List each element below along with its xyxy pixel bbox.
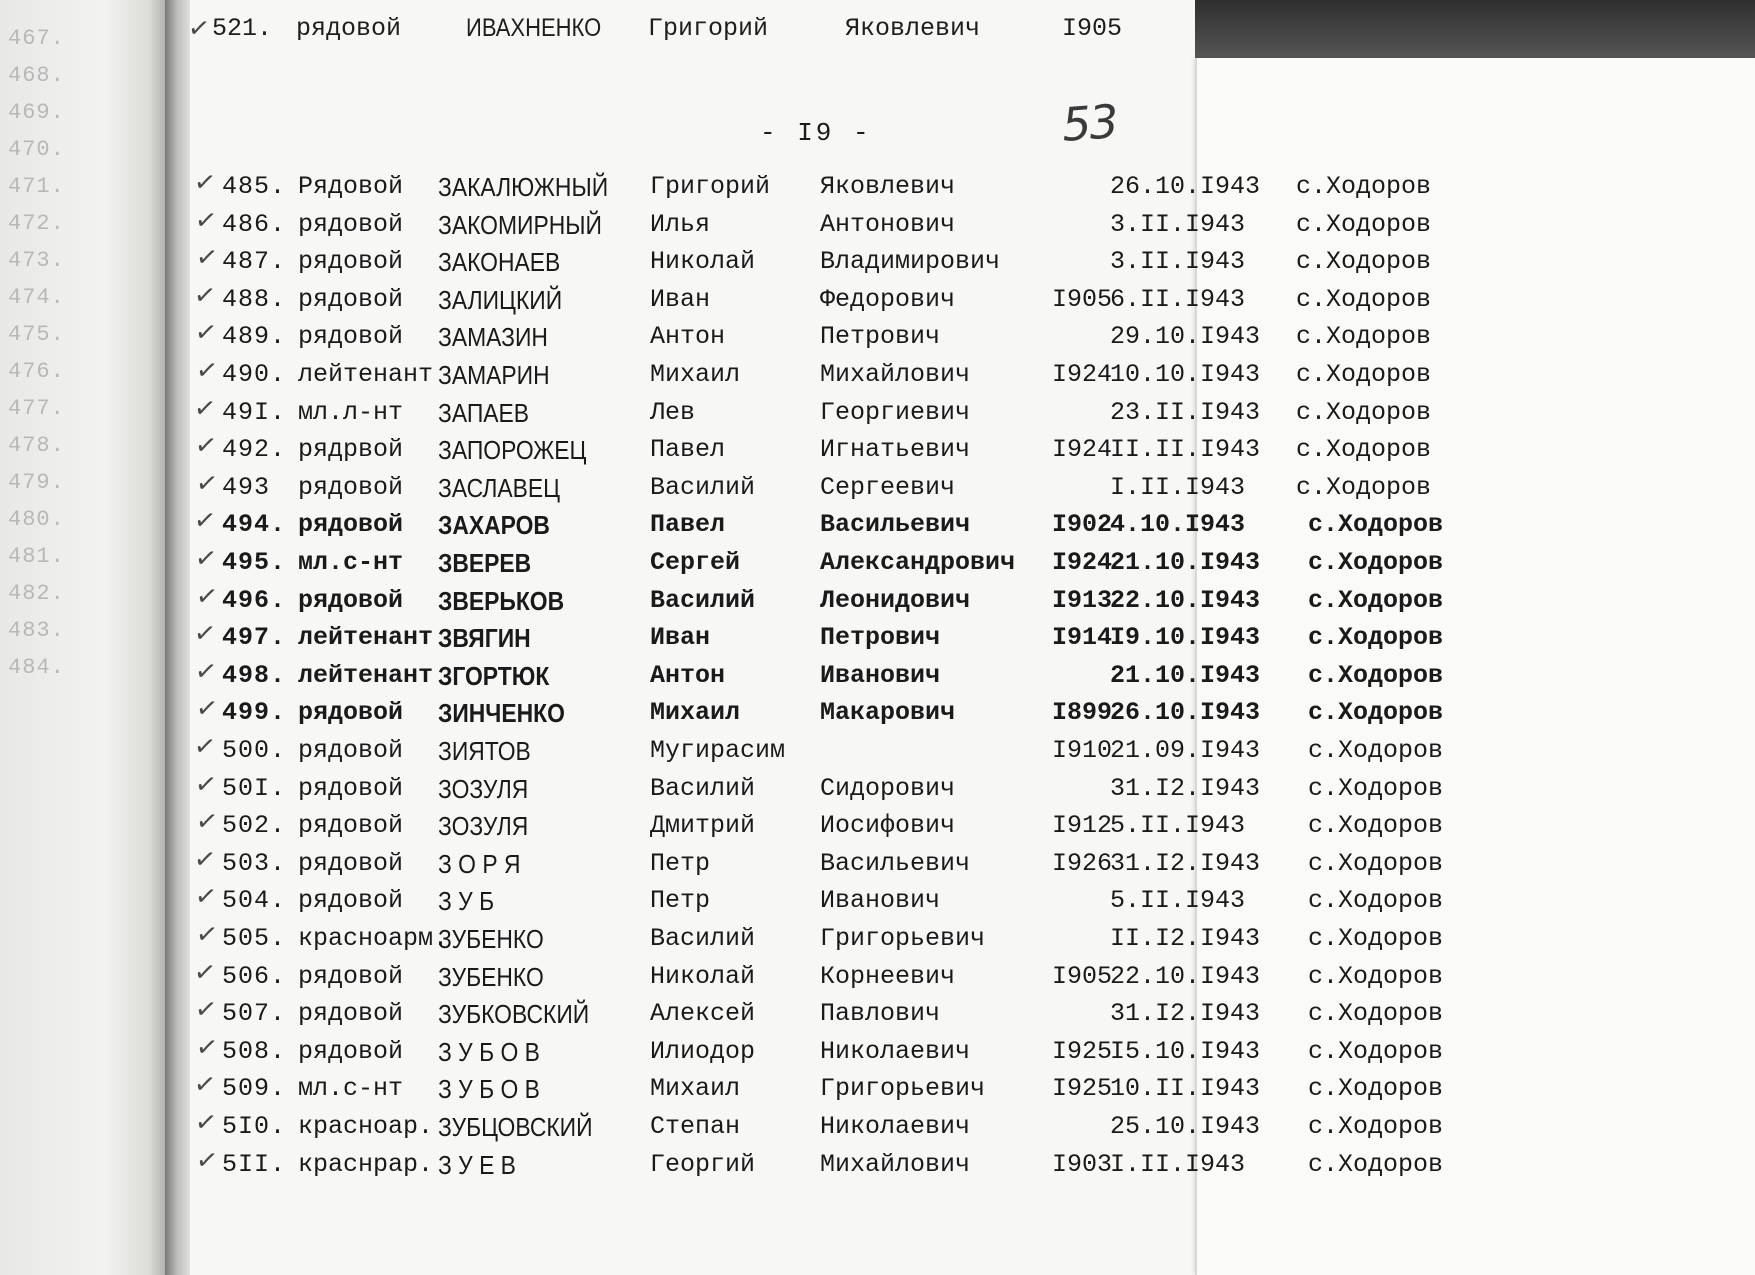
row-number: 509. <box>222 1074 287 1104</box>
handwritten-number: 53 <box>1060 94 1119 152</box>
table-row <box>0 317 1755 356</box>
place: с.Ходоров <box>1308 510 1444 540</box>
first-name: Иван <box>650 284 711 314</box>
surname: ЗАПОРОЖЕЦ <box>438 435 587 466</box>
check-mark-icon: ✓ <box>193 881 219 914</box>
row-number: 494. <box>222 510 287 540</box>
surname: ЗАКОМИРНЫЙ <box>438 209 602 240</box>
patronymic: Петрович <box>820 322 941 352</box>
place: с.Ходоров <box>1308 773 1444 803</box>
patronymic: Макарович <box>820 698 956 728</box>
check-mark-icon: ✓ <box>193 655 219 689</box>
date: 22.10.I943 <box>1110 961 1261 991</box>
birth-year: I913 <box>1052 585 1113 615</box>
rank: рядрвой <box>298 435 404 465</box>
first-name: Михаил <box>650 360 741 389</box>
table-row <box>0 204 1755 244</box>
rank: лейтенант <box>298 623 434 653</box>
table-row <box>0 730 1755 770</box>
table-row <box>0 166 1755 206</box>
date: 3.II.I943 <box>1110 209 1246 239</box>
place: с.Ходоров <box>1296 397 1432 427</box>
patronymic: Сергеевич <box>820 472 956 502</box>
surname: З О Р Я <box>438 848 521 879</box>
table-row <box>0 1069 1755 1108</box>
first-name: Василий <box>650 472 756 502</box>
date: 31.I2.I943 <box>1110 999 1261 1029</box>
check-mark-icon: ✓ <box>194 1031 220 1065</box>
birth-year: I903 <box>1052 1149 1113 1179</box>
top-row-surname: ИВАХНЕНКО <box>466 14 602 42</box>
first-name: Дмитрий <box>650 811 756 841</box>
place: с.Ходоров <box>1308 660 1444 690</box>
check-mark-icon: ✓ <box>193 1106 219 1140</box>
rank: рядовой <box>298 961 404 991</box>
left-page-number: 475. <box>8 322 65 347</box>
rank: рядовой <box>298 510 404 540</box>
patronymic: Антонович <box>820 209 956 239</box>
row-number: 49I. <box>222 397 287 427</box>
date: I.II.I943 <box>1110 1149 1246 1179</box>
rank: рядовой <box>298 209 404 239</box>
surname: ЗВЕРЕВ <box>438 548 532 578</box>
surname: ЗУБЕНКО <box>438 924 544 954</box>
row-number: 493 <box>222 472 271 502</box>
top-row-patronymic: Яковлевич <box>845 14 981 43</box>
left-page-number: 479. <box>8 470 65 495</box>
patronymic: Владимирович <box>820 247 1001 277</box>
check-mark-icon: ✓ <box>194 580 220 613</box>
table-row <box>0 1106 1755 1146</box>
rank: рядовой <box>298 886 404 916</box>
first-name: Алексей <box>650 999 756 1029</box>
rank: рядовой <box>298 1036 404 1066</box>
date: 26.10.I943 <box>1110 698 1261 728</box>
surname: ЗОЗУЛЯ <box>438 811 529 842</box>
patronymic: Григорьевич <box>820 924 986 953</box>
place: с.Ходоров <box>1308 585 1444 615</box>
patronymic: Александрович <box>820 548 1016 577</box>
table-row <box>0 505 1755 544</box>
birth-year: I905 <box>1052 961 1113 991</box>
row-number: 503. <box>222 848 287 878</box>
place: с.Ходоров <box>1308 1036 1444 1066</box>
surname: ЗАМАЗИН <box>438 322 548 353</box>
place: с.Ходоров <box>1296 284 1432 314</box>
rank: рядовой <box>298 322 404 352</box>
table-row <box>0 956 1755 996</box>
rank: красноарм. <box>298 924 449 953</box>
first-name: Илья <box>650 209 711 239</box>
date: 3.II.I943 <box>1110 247 1246 277</box>
check-mark-icon: ✓ <box>192 505 218 538</box>
check-mark-icon: ✓ <box>194 354 220 388</box>
birth-year: I924 <box>1052 435 1113 465</box>
left-page-number: 483. <box>8 618 65 643</box>
row-number: 485. <box>222 172 287 201</box>
check-mark-icon: ✓ <box>193 993 219 1027</box>
surname: ЗАХАРОВ <box>438 510 550 541</box>
first-name: Петр <box>650 848 711 878</box>
check-mark-icon: ✓ <box>192 1069 218 1102</box>
date: 31.I2.I943 <box>1110 773 1261 803</box>
patronymic: Корнеевич <box>820 961 956 991</box>
check-mark-icon: ✓ <box>192 617 218 651</box>
check-mark-icon: ✓ <box>193 204 219 237</box>
patronymic: Сидорович <box>820 773 956 803</box>
surname: ЗАПАЕВ <box>438 397 530 428</box>
check-mark-icon: ✓ <box>193 317 219 350</box>
place: с.Ходоров <box>1308 736 1444 765</box>
surname: ЗУБКОВСКИЙ <box>438 999 590 1030</box>
surname: ЗАЛИЦКИЙ <box>438 284 563 315</box>
row-number: 497. <box>222 623 287 653</box>
check-mark-icon: ✓ <box>194 1144 220 1177</box>
birth-year: I924 <box>1052 548 1113 577</box>
row-number: 507. <box>222 999 287 1029</box>
place: с.Ходоров <box>1308 1149 1444 1179</box>
left-page-number: 478. <box>8 433 65 458</box>
place: с.Ходоров <box>1308 999 1444 1029</box>
page-number: - I9 - <box>760 118 872 148</box>
surname: ЗАМАРИН <box>438 360 550 390</box>
birth-year: I905 <box>1052 284 1113 314</box>
place: с.Ходоров <box>1296 435 1432 465</box>
surname: ЗИНЧЕНКО <box>438 698 565 729</box>
table-row <box>0 1144 1755 1184</box>
row-number: 5I0. <box>222 1112 287 1141</box>
patronymic: Яковлевич <box>820 172 956 201</box>
patronymic: Иванович <box>820 660 941 690</box>
table-row <box>0 542 1755 582</box>
date: 23.II.I943 <box>1110 397 1261 427</box>
row-number: 490. <box>222 360 287 389</box>
date: 6.II.I943 <box>1110 284 1246 314</box>
patronymic: Григорьевич <box>820 1074 986 1104</box>
surname: ЗВЕРЬКОВ <box>438 585 565 616</box>
check-mark-icon: ✓ <box>194 918 220 952</box>
rank: рядовой <box>298 999 404 1029</box>
date: II.I2.I943 <box>1110 924 1261 953</box>
birth-year: I925 <box>1052 1074 1113 1104</box>
left-page-number: 482. <box>8 581 65 606</box>
surname: З У Б <box>438 886 495 917</box>
place: с.Ходоров <box>1308 924 1444 953</box>
rank: рядовой <box>298 698 404 728</box>
birth-year: I902 <box>1052 510 1113 540</box>
rank: мл.с-нт <box>298 548 404 577</box>
birth-year: I910 <box>1052 736 1113 765</box>
row-number: 498. <box>222 660 287 690</box>
patronymic: Игнатьевич <box>820 435 971 465</box>
rank: рядовой <box>298 585 404 615</box>
date: I5.10.I943 <box>1110 1036 1261 1066</box>
row-number: 504. <box>222 886 287 916</box>
row-number: 505. <box>222 924 287 953</box>
surname: ЗАКАЛЮЖНЫЙ <box>438 172 609 202</box>
table-row <box>0 580 1755 620</box>
rank: мл.с-нт <box>298 1074 404 1104</box>
left-page-number: 476. <box>8 359 65 384</box>
date: 31.I2.I943 <box>1110 848 1261 878</box>
rank: красноар. <box>298 1112 434 1141</box>
table-row <box>0 655 1755 695</box>
left-page-number: 468. <box>8 63 65 88</box>
date: 5.II.I943 <box>1110 811 1246 841</box>
top-row-rank: рядовой <box>296 14 402 43</box>
birth-year: I914 <box>1052 623 1113 653</box>
first-name: Сергей <box>650 548 741 577</box>
first-name: Василий <box>650 773 756 803</box>
surname: ЗАКОНАЕВ <box>438 247 561 278</box>
table-row <box>0 467 1755 507</box>
check-mark-icon: ✓ <box>192 166 218 200</box>
rank: мл.л-нт <box>298 397 404 427</box>
first-name: Георгий <box>650 1149 756 1179</box>
table-row <box>0 881 1755 920</box>
date: 5.II.I943 <box>1110 886 1246 916</box>
patronymic: Васильевич <box>820 510 971 540</box>
patronymic: Михайлович <box>820 1149 971 1179</box>
check-mark-icon: ✓ <box>193 429 219 463</box>
check-mark-icon: ✓ <box>194 805 220 839</box>
patronymic: Михайлович <box>820 360 971 389</box>
row-number: 489. <box>222 322 287 352</box>
date: 26.10.I943 <box>1110 172 1261 201</box>
birth-year: I924 <box>1052 360 1113 389</box>
surname: ЗГОРТЮК <box>438 660 550 691</box>
row-number: 487. <box>222 247 287 277</box>
row-number: 488. <box>222 284 287 314</box>
place: с.Ходоров <box>1308 886 1444 916</box>
table-row <box>0 1031 1755 1071</box>
row-number: 492. <box>222 435 287 465</box>
table-row <box>0 429 1755 469</box>
table-row <box>0 843 1755 883</box>
patronymic: Федорович <box>820 284 956 314</box>
table-row <box>0 768 1755 808</box>
place: с.Ходоров <box>1308 623 1444 653</box>
row-number: 496. <box>222 585 287 615</box>
place: с.Ходоров <box>1308 848 1444 878</box>
date: 21.09.I943 <box>1110 736 1261 765</box>
rank: рядовой <box>298 247 404 277</box>
surname: ЗИЯТОВ <box>438 736 531 766</box>
check-mark-icon: ✓ <box>194 241 220 275</box>
place: с.Ходоров <box>1308 1112 1444 1141</box>
row-number: 502. <box>222 811 287 841</box>
table-row <box>0 918 1755 958</box>
surname: З У Б О В <box>438 1074 540 1105</box>
left-page-number: 473. <box>8 248 65 273</box>
first-name: Михаил <box>650 698 741 728</box>
place: с.Ходоров <box>1308 1074 1444 1104</box>
check-mark-icon: ✓ <box>193 768 219 801</box>
left-page-number: 474. <box>8 285 65 310</box>
rank: Рядовой <box>298 172 404 201</box>
patronymic: Васильевич <box>820 848 971 878</box>
place: с.Ходоров <box>1296 172 1432 201</box>
surname: ЗОЗУЛЯ <box>438 773 529 804</box>
rank: краснрар. <box>298 1149 434 1179</box>
date: I.II.I943 <box>1110 472 1246 502</box>
patronymic: Петрович <box>820 623 941 653</box>
rank: лейтенант <box>298 360 434 389</box>
table-row <box>0 693 1755 732</box>
rank: рядовой <box>298 472 404 502</box>
check-mark-icon: ✓ <box>192 730 218 764</box>
place: с.Ходоров <box>1308 548 1444 577</box>
patronymic: Иванович <box>820 886 941 916</box>
row-number: 5II. <box>222 1149 287 1179</box>
patronymic: Николаевич <box>820 1036 971 1066</box>
table-row <box>0 354 1755 394</box>
left-page-number: 480. <box>8 507 65 532</box>
patronymic: Николаевич <box>820 1112 971 1141</box>
place: с.Ходоров <box>1308 811 1444 841</box>
date: 21.10.I943 <box>1110 548 1261 577</box>
left-page-number: 477. <box>8 396 65 421</box>
birth-year: I899 <box>1052 698 1113 728</box>
first-name: Василий <box>650 924 756 953</box>
row-number: 486. <box>222 209 287 239</box>
rank: рядовой <box>298 848 404 878</box>
first-name: Николай <box>650 961 756 991</box>
table-row <box>0 392 1755 432</box>
date: 4.10.I943 <box>1110 510 1246 540</box>
patronymic: Леонидович <box>820 585 971 615</box>
first-name: Николай <box>650 247 756 277</box>
rank: лейтенант <box>298 660 434 690</box>
left-page-number: 472. <box>8 211 65 236</box>
first-name: Григорий <box>650 172 771 201</box>
date: II.II.I943 <box>1110 435 1261 465</box>
check-mark-icon: ✓ <box>192 392 218 425</box>
table-row <box>0 279 1755 319</box>
left-page-number: 481. <box>8 544 65 569</box>
table-row <box>0 993 1755 1033</box>
date: 22.10.I943 <box>1110 585 1261 615</box>
left-page-number: 470. <box>8 137 65 162</box>
check-mark-icon: ✓ <box>192 843 218 877</box>
date: 10.II.I943 <box>1110 1074 1261 1104</box>
first-name: Михаил <box>650 1074 741 1104</box>
table-row <box>0 617 1755 657</box>
first-name: Степан <box>650 1112 741 1141</box>
table-row <box>0 805 1755 845</box>
place: с.Ходоров <box>1308 961 1444 991</box>
date: 10.10.I943 <box>1110 360 1261 389</box>
row-number: 499. <box>222 698 287 728</box>
birth-year: I926 <box>1052 848 1113 878</box>
surname: ЗАСЛАВЕЦ <box>438 472 561 503</box>
surname: ЗВЯГИН <box>438 623 531 654</box>
row-number: 495. <box>222 548 287 577</box>
place: с.Ходоров <box>1296 472 1432 502</box>
birth-year: I925 <box>1052 1036 1113 1066</box>
left-page-number: 469. <box>8 100 65 125</box>
place: с.Ходоров <box>1296 247 1432 277</box>
first-name: Антон <box>650 660 726 690</box>
check-mark-icon: ✓ <box>186 12 212 46</box>
top-row-num: 521. <box>212 14 273 43</box>
row-number: 508. <box>222 1036 287 1066</box>
top-row-year: I905 <box>1062 14 1123 43</box>
surname: ЗУБЦОВСКИЙ <box>438 1112 593 1142</box>
surname: З У Б О В <box>438 1036 540 1067</box>
left-page-number: 471. <box>8 174 65 199</box>
first-name: Лев <box>650 397 696 427</box>
rank: рядовой <box>298 736 404 765</box>
first-name: Иван <box>650 623 711 653</box>
surname: З У Е В <box>438 1149 516 1180</box>
date: I9.10.I943 <box>1110 623 1261 653</box>
date: 21.10.I943 <box>1110 660 1261 690</box>
table-row <box>0 241 1755 281</box>
rank: рядовой <box>298 773 404 803</box>
top-row-name: Григорий <box>648 14 769 43</box>
first-name: Мугирасим <box>650 736 786 765</box>
row-number: 50I. <box>222 773 287 803</box>
date: 25.10.I943 <box>1110 1112 1261 1141</box>
left-page-number: 467. <box>8 26 65 51</box>
row-number: 506. <box>222 961 287 991</box>
patronymic: Павлович <box>820 999 941 1029</box>
rank: рядовой <box>298 284 404 314</box>
check-mark-icon: ✓ <box>192 279 218 313</box>
patronymic: Георгиевич <box>820 397 971 427</box>
place: с.Ходоров <box>1296 360 1432 389</box>
check-mark-icon: ✓ <box>192 956 218 989</box>
first-name: Илиодор <box>650 1036 756 1066</box>
surname: ЗУБЕНКО <box>438 961 544 992</box>
rank: рядовой <box>298 811 404 841</box>
patronymic: Иосифович <box>820 811 956 841</box>
first-name: Василий <box>650 585 756 615</box>
place: с.Ходоров <box>1308 698 1444 728</box>
left-page-number: 484. <box>8 655 65 680</box>
birth-year: I912 <box>1052 811 1113 841</box>
row-number: 500. <box>222 736 287 765</box>
check-mark-icon: ✓ <box>194 693 220 726</box>
first-name: Петр <box>650 886 711 916</box>
first-name: Павел <box>650 510 726 540</box>
place: с.Ходоров <box>1296 322 1432 352</box>
first-name: Павел <box>650 435 726 465</box>
check-mark-icon: ✓ <box>194 467 220 501</box>
first-name: Антон <box>650 322 726 352</box>
place: с.Ходоров <box>1296 209 1432 239</box>
date: 29.10.I943 <box>1110 322 1261 352</box>
check-mark-icon: ✓ <box>193 542 219 576</box>
